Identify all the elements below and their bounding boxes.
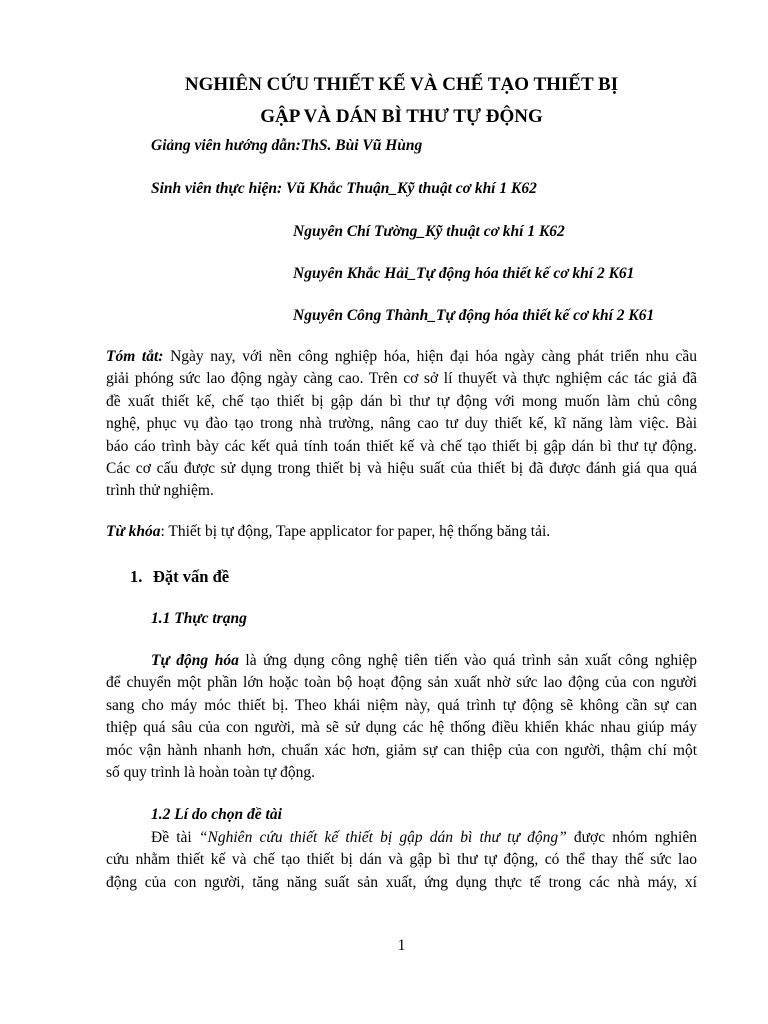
abstract-paragraph — [106, 346, 697, 503]
body-paragraph-automation — [106, 650, 697, 784]
paper-title-line-2: GẬP VÀ DÁN BÌ THƯ TỰ ĐỘNG — [260, 106, 543, 127]
project-title-quote: “Nghiên cứu thiết kế thiết bị gập dán bì thư tự động” — [198, 829, 567, 846]
abstract-line: Tóm tắt: Ngày nay, với nền công nghiệp hóa, hiện đại hóa ngày càng phát triển nhu cầu — [106, 348, 697, 365]
body-line: móc vận hành nhanh hơn, chuẩn xác hơn, giảm sự can thiệp của con người, thậm chí một — [106, 741, 697, 759]
body-line: Đề tài “Nghiên cứu thiết kế thiết bị gập dán bì thư tự động” được nhóm nghiên — [151, 829, 697, 846]
abstract-line: giải phóng sức lao động ngày càng cao. Trên cơ sở lí thuyết và thực nghiệm các tác giả đã — [106, 370, 697, 388]
section-title: Đặt vấn đề — [153, 567, 230, 586]
subsection-heading-2: 1.2 Lí do chọn đề tài — [151, 806, 282, 823]
abstract-line: trình thử nghiệm. — [106, 482, 214, 500]
student-credit-3: Nguyên Khắc Hải_Tự động hóa thiết kế cơ khí 2 K61 — [293, 265, 635, 282]
paper-title-line-1: NGHIÊN CỨU THIẾT KẾ VÀ CHẾ TẠO THIẾT BỊ — [184, 74, 619, 95]
student-credit-4: Nguyên Công Thành_Tự động hóa thiết kế cơ khí 2 K61 — [293, 307, 655, 324]
keywords-paragraph — [106, 521, 697, 543]
abstract-line: đề xuất thiết kế, chế tạo thiết bị gập dán bì thư tự động với mong muốn làm chủ công — [106, 392, 697, 410]
keywords-line: Từ khóa: Thiết bị tự động, Tape applicator for paper, hệ thống băng tải. — [106, 523, 551, 540]
subsection-heading-1: 1.1 Thực trạng — [151, 610, 247, 627]
abstract-label: Tóm tắt: — [106, 348, 164, 365]
students-label: Sinh viên thực hiện: — [151, 180, 287, 197]
abstract-line: Các cơ cấu được sử dụng trong thiết bị và hiệu suất của thiết bị đã được đánh giá qua quá — [106, 459, 697, 477]
keywords-text: Thiết bị tự động, Tape applicator for paper, hệ thống băng tải. — [164, 523, 551, 540]
keywords-label: Từ khóa — [106, 523, 161, 540]
student-name: Vũ Khắc Thuận_Kỹ thuật cơ khí 1 K62 — [286, 180, 537, 197]
body-line: cứu nhằm thiết kế và chế tạo thiết bị dán và gập bì thư tự động, có thể thay thế sức lao — [106, 851, 697, 869]
student-credit-1 — [151, 179, 537, 199]
lead-term: Tự động hóa — [151, 652, 239, 669]
body-paragraph-reason — [106, 827, 697, 894]
student-credit-2: Nguyên Chí Tường_Kỹ thuật cơ khí 1 K62 — [293, 223, 565, 240]
abstract-line: báo cáo trình bày các kết quả tính toán thiết kế và chế tạo thiết bị gập dán bì thư tự động. — [106, 437, 697, 455]
body-line: để chuyển một phần lớn hoặc toàn bộ hoạt động sản xuất nhờ sức lao động của con người — [106, 674, 697, 692]
abstract-line: nghệ, phục vụ đào tạo trong nhà trường, nâng cao tư duy thiết kế, kĩ năng làm việc. Bài — [106, 415, 697, 433]
body-line: thiệp quá sâu của con người, mà sẽ sử dụng các hệ thống điều khiển khác nhau giúp máy — [106, 719, 697, 737]
body-line: số quy trình là hoàn toàn tự động. — [106, 763, 316, 781]
body-line: sang cho máy móc thiết bị. Theo khái niệm này, quá trình tự động sẽ không cần sự can — [106, 696, 697, 714]
page-number: 1 — [397, 937, 406, 954]
body-line: Tự động hóa là ứng dụng công nghệ tiên tiến vào quá trình sản xuất công nghiệp — [151, 652, 698, 669]
advisor-credit: Giảng viên hướng dẫn:ThS. Bùi Vũ Hùng — [151, 137, 423, 154]
section-number: 1. — [130, 567, 143, 586]
section-heading — [130, 566, 229, 588]
body-line: động của con người, tăng năng suất sản xuất, ứng dụng thực tế trong các nhà máy, xí — [106, 873, 697, 891]
